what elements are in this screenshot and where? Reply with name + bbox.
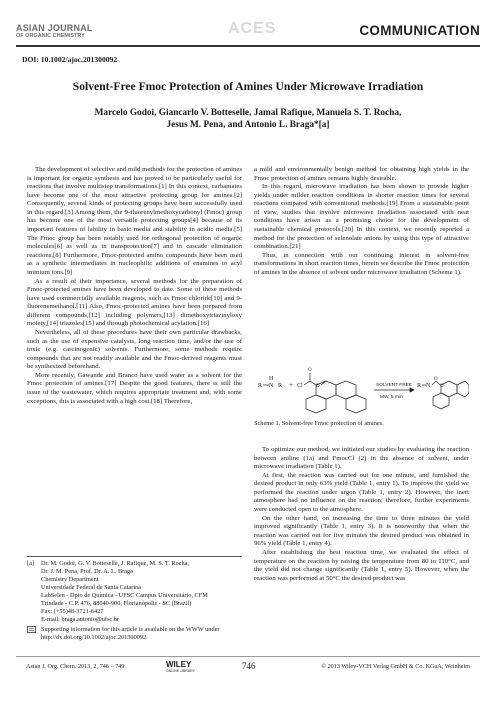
- journal-header: [16, 21, 480, 47]
- paragraph: The development of selective and mild methods for the protection of amines is important for organic synthesis and has proved to be particularly useful for reactions that involve multistep transformations.[1] In this context, carbamates have become one of the most attractive protecting group for amines.[2] Consequently, several kinds of protecting groups have been successfully used in this regard.[3] Among them, the 9-fluorenylmethoxycarbonyl (Fmoc) group has become one of the most versatile protecting groups[4] because of its important features of lability in basic media and stability in acidic media.[5] The Fmoc group has been notably used for orthogonal protection of organic molecules[6] as well as in transprotection[7] and in cascade elimination reactions.[8] Furthermore, Fmoc-protected amino compounds have been used as a synthetic intermediates in nucleophilic additions of enamines to acyl iminium ions.[9]: [27, 166, 242, 276]
- article-title: Solvent-Free Fmoc Protection of Amines Under Microwave Irradiation: [72, 80, 424, 93]
- footnote-email[interactable]: E-mail: braga.antonio@ufsc.br: [41, 616, 120, 623]
- paragraph: In this regard, microwave irradiation has been shown to provide higher yields under milder reaction conditions in shorter reaction times for several reactions compared with conventional methods.[19] From a sustainable point of view, studies that involve microwave irradiation associated with neat conditions have arisen as a promising choice for the development of sustainable chemical protocols.[20] In this context, we recently reported a method for the protection of selenolate anions by using this type of attractive combination.[21]: [254, 183, 469, 251]
- section-label: COMMUNICATION: [359, 23, 480, 38]
- journal-name: ASIAN JOURNAL: [16, 23, 93, 33]
- citation: Asian J. Org. Chem. 2013, 2, 746 – 749: [26, 663, 125, 670]
- wiley-logo-text: WILEY: [166, 660, 192, 669]
- wiley-logo-sub: ONLINE LIBRARY: [166, 669, 195, 673]
- aces-watermark: ACES: [228, 20, 277, 37]
- paragraph: To optimize our method, we initiated our studies by evaluating the reaction between aniline (1a) and FmocCl (2) in the absence of solvent, under microwave irradiation (Table 1).: [254, 446, 469, 471]
- footnote-line: Trindade - C.P. 476, 88040-900, Florianópolis - SC (Brazil): [41, 600, 192, 607]
- right-column-top: [254, 166, 469, 278]
- page-footer: [16, 660, 480, 674]
- scheme-caption: Scheme 1. Solvent-free Fmoc protection of amines.: [254, 420, 384, 427]
- authors-line-1: Marcelo Godoi, Giancarlo V. Botteselle, Jamal Rafique, Manuela S. T. Rocha,: [94, 108, 402, 118]
- paragraph: After establishing the best reaction time, we evaluated the effect of temperature on the reaction by raising the temperature from 80 to 110°C, and the yield did not change significantly (Table 1, entry 5). However, when the reaction was performed at 50°C the desired product was: [254, 548, 469, 582]
- supporting-info-text[interactable]: Supporting information for this article is available on the WWW under http://dx.doi.org/10.1002/ajoc.201300092.: [41, 626, 220, 641]
- svg-text:O: O: [308, 368, 312, 373]
- footer-rule: [16, 656, 480, 657]
- paragraph: Thus, in connection with our continuing interest in solvent-free transformations in short reaction times, herein we describe the Fmoc protection of amines in the absence of solvent under microwave irradiation (Scheme 1).: [254, 251, 469, 276]
- affiliation-footnote: [27, 560, 242, 642]
- paragraph: On the other hand, on increasing the time to three minutes the yield improved significantly (Table 1, entry 3). It is noteworthy that when the reaction was carried out for five minutes the desired product was obtained in 96% yield (Table 1, entry 4).: [254, 514, 469, 548]
- footnote-line: Fax: (+55)48-3721-6427: [41, 608, 104, 615]
- footnote-line: Dr. J. M. Pena, Prof. Dr. A. L. Braga: [41, 568, 133, 575]
- scheme-reagent-label: SOLVENT FREE: [376, 383, 413, 388]
- svg-text:O: O: [316, 384, 320, 389]
- svg-text:Cl: Cl: [297, 383, 303, 389]
- footnote-line: Chemistry Department: [41, 576, 99, 583]
- svg-text:O: O: [434, 377, 438, 382]
- footnote-line: Dr. M. Godoi, G. V. Botteselle, J. Rafique, M. S. T. Rocha,: [41, 560, 190, 567]
- footnote-rule: [27, 556, 242, 557]
- paragraph: a mild and environmentally benign method for obtaining high yields in the Fmoc protection of amines remains highly desirable.: [254, 166, 469, 182]
- footnote-label: [a]: [27, 560, 34, 567]
- footnote-line: LabSelen - Dpto de Química - UFSC Campus Universitário, CFM: [41, 592, 208, 599]
- svg-text:H: H: [269, 376, 274, 382]
- footnote-line: Universidade Federal de Santa Catarina: [41, 584, 142, 591]
- svg-text:O: O: [440, 384, 444, 389]
- page-number: 746: [242, 661, 256, 671]
- svg-text:R: R: [417, 383, 422, 389]
- svg-text:R: R: [278, 383, 283, 389]
- paragraph: As a result of their importance, several methods for the preparation of Fmoc-protected amines have been developed to date. Some of these methods have used commercially available reagents, such as Fmoc chloride[10] and 9-fluorenemethanol.[11] Also, Fmoc-protected amines have been prepared from different compounds,[12] including polymers,[13] dimethoxytriazinyloxy moiety,[14] triazoles[15] and through photochemical acylation.[16]: [27, 277, 242, 328]
- svg-text:N: N: [426, 383, 431, 389]
- scheme-conditions: MW, 5 min: [380, 395, 403, 400]
- left-column: [27, 166, 242, 406]
- svg-text:R: R: [258, 383, 263, 389]
- doi[interactable]: DOI: 10.1002/ajoc.201300092: [22, 55, 118, 64]
- journal-subtitle: OF ORGANIC CHEMISTRY: [16, 33, 85, 39]
- svg-text:N: N: [269, 383, 274, 389]
- svg-text:+: +: [289, 381, 293, 389]
- wiley-logo: [166, 660, 195, 673]
- paragraph: More recently, Gawande and Branco have used water as a solvent for the Fmoc protection of amines.[17] Despite the good features, there is still the issue of the wastewater, which requires appropriate treatment and, with some exceptions, this is associated with a high cost.[18] Therefore,: [27, 371, 242, 405]
- header-rule: [16, 45, 480, 47]
- paragraph: Nevertheless, all of these procedures have their own particular drawbacks, such as the use of expensive catalysts, long reaction time, and/or the use of toxic (e.g. carcinogenic) solvents. Furthermore, some methods require compounds that are not readily available and the Fmoc-derived reagents must be synthesized beforehand.: [27, 328, 242, 371]
- copyright: © 2013 Wiley-VCH Verlag GmbH & Co. KGaA, Weinheim: [321, 663, 470, 670]
- supporting-info-icon: [27, 626, 41, 642]
- paragraph: At first, the reaction was carried out for one minute, and furnished the desired product in only 63% yield (Table 1, entry 1). To improve the yield we performed the reaction under argon (Table 1, entry 2). However, the inert atmosphere had no influence on the reaction; therefore, further experiments were conducted open to the atmosphere.: [254, 471, 469, 514]
- right-column-bottom: [254, 446, 469, 583]
- author-list: [60, 107, 436, 131]
- reaction-scheme: [254, 340, 469, 430]
- authors-line-2: Jesus M. Pena, and Antonio L. Braga*[a]: [166, 120, 330, 130]
